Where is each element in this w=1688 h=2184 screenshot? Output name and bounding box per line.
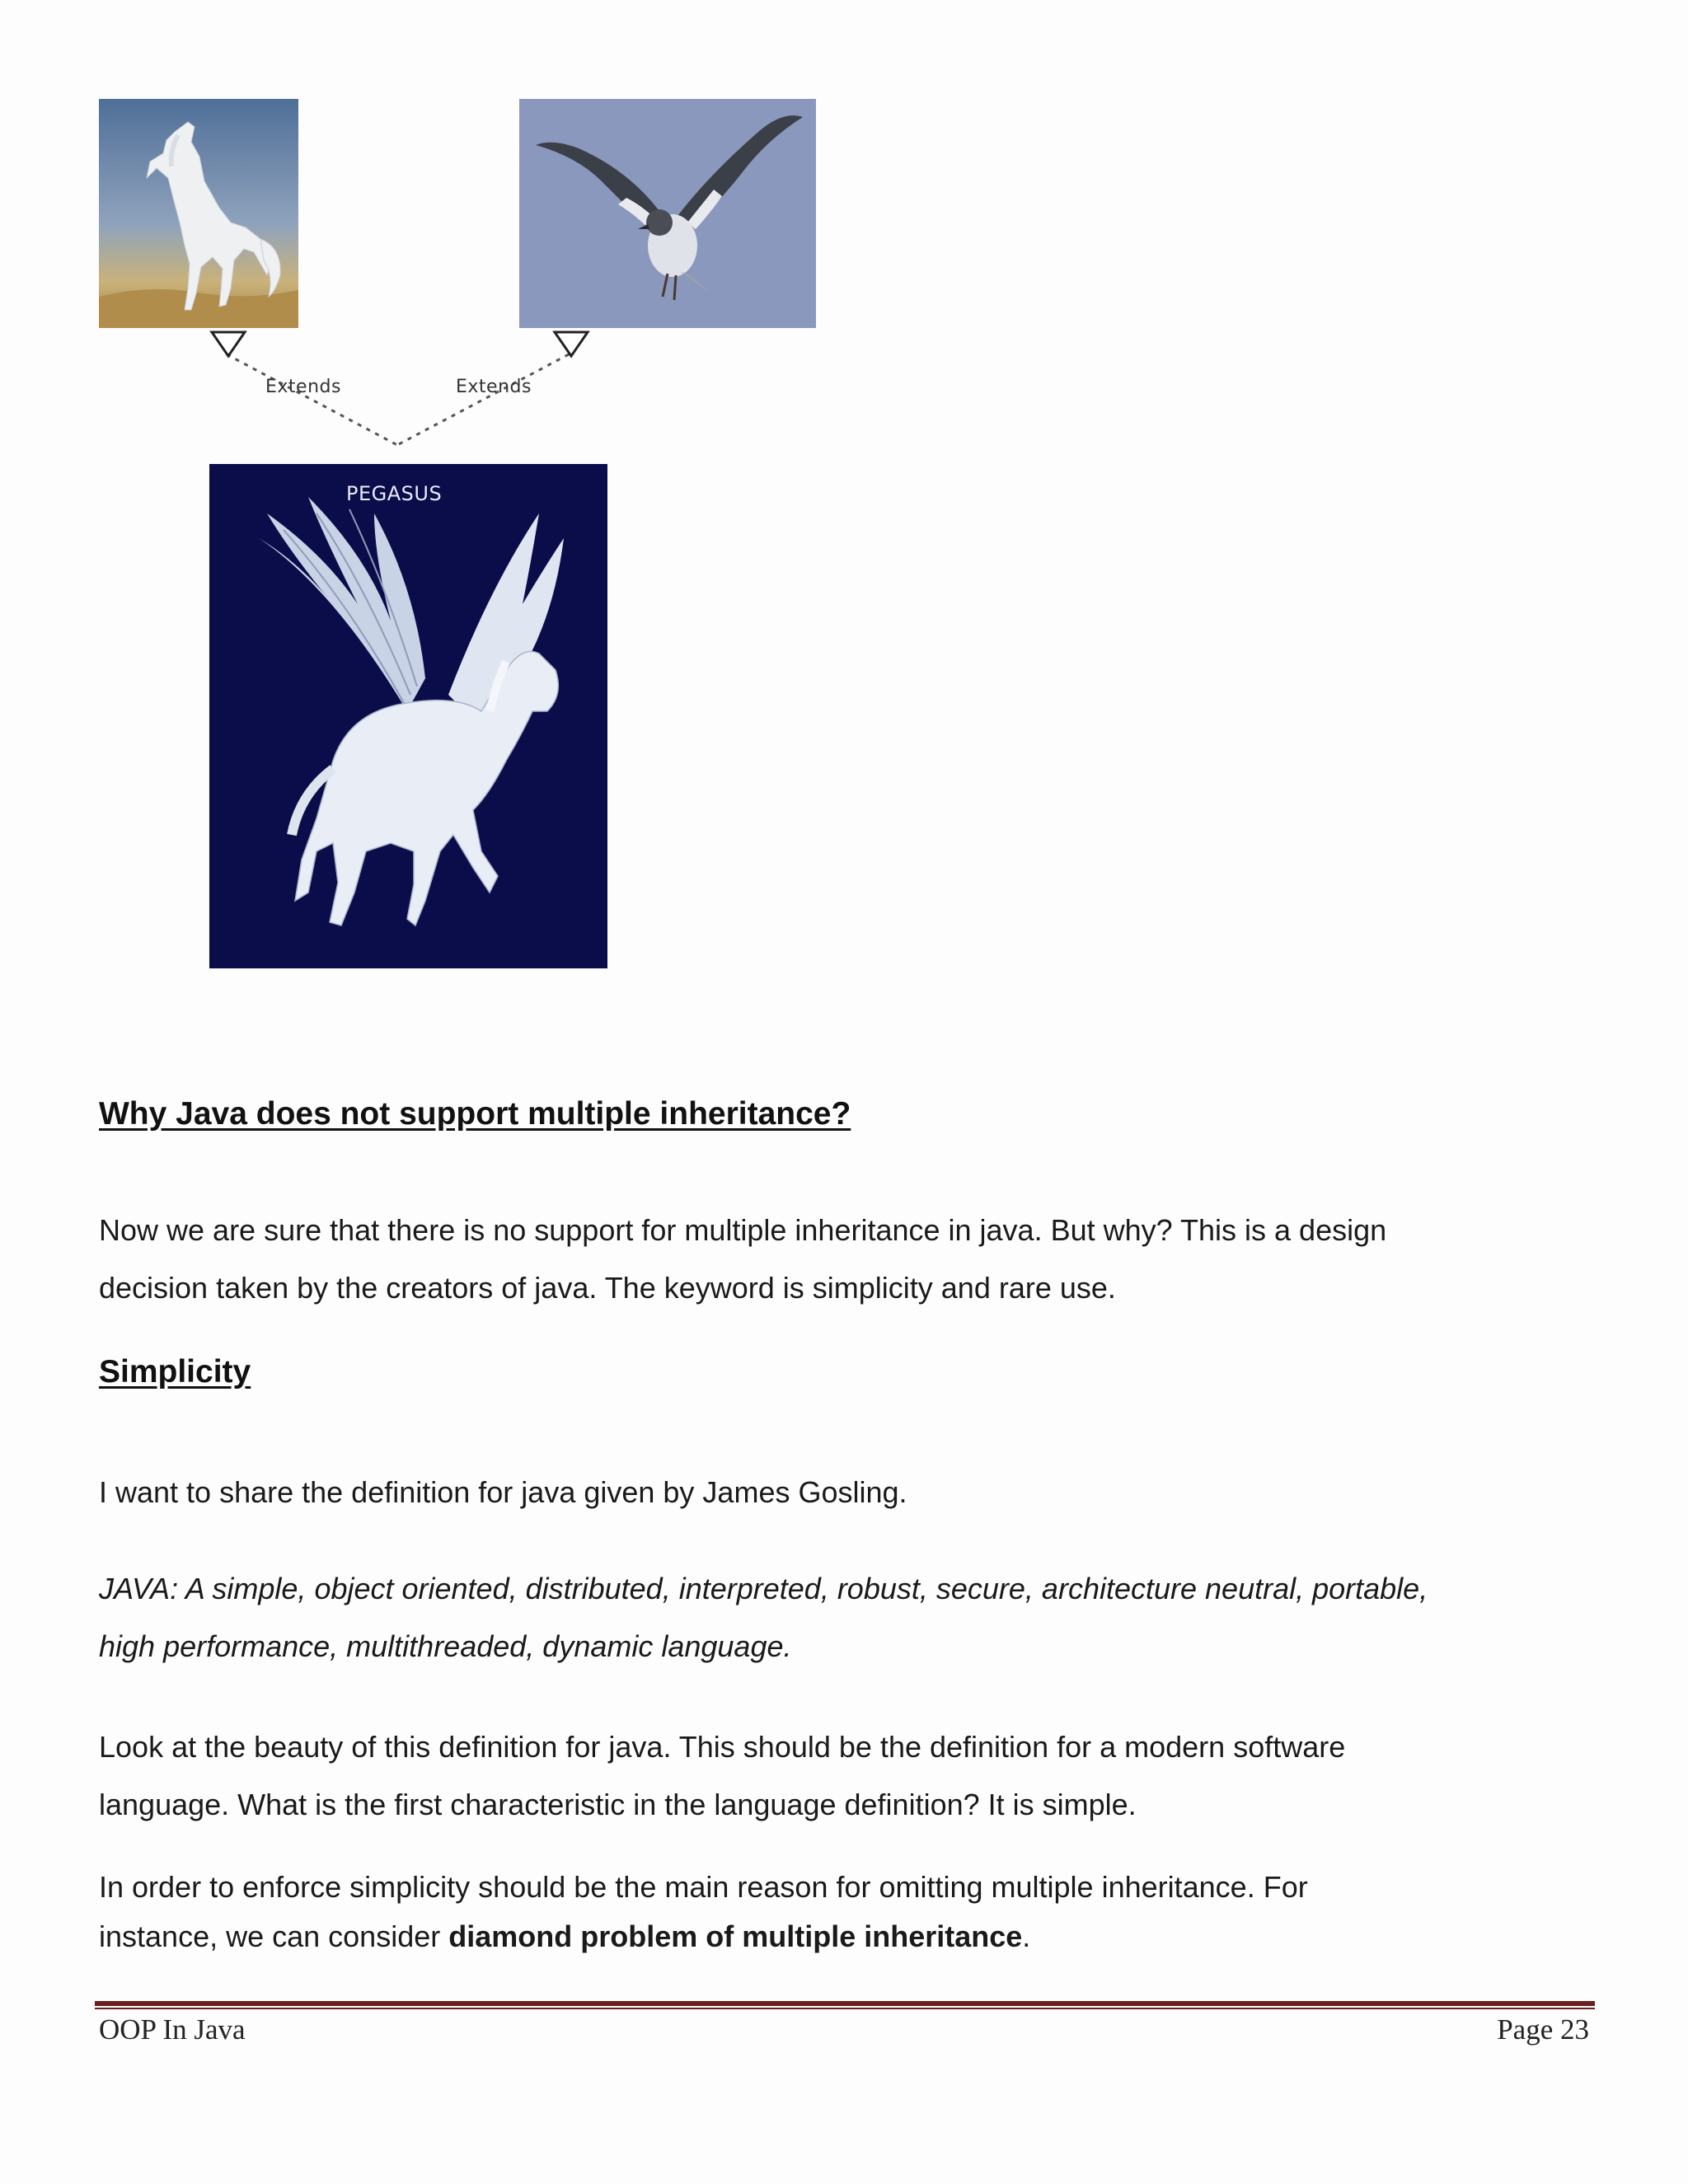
footer-page-number: Page 23 [1497, 2013, 1589, 2046]
beauty-line-1: Look at the beauty of this definition for java. This should be the definition for a modern software [99, 1730, 1346, 1764]
footer-rule-thick [95, 2001, 1595, 2006]
inheritance-figure [0, 0, 907, 989]
extends-label-left: Extends [265, 377, 341, 397]
pegasus-label: PEGASUS [346, 482, 443, 505]
order-line-1: In order to enforce simplicity should be the main reason for omitting multiple inheritance. For [99, 1870, 1308, 1904]
diamond-problem-emphasis: diamond problem of multiple inheritance [448, 1919, 1023, 1953]
order-line-2-suffix: . [1022, 1919, 1031, 1953]
footer-rule [95, 2001, 1595, 2009]
intro-paragraph [99, 1202, 1607, 1317]
footer-document-title: OOP In Java [99, 2013, 246, 2046]
intro-line-2: decision taken by the creators of java. The keyword is simplicity and rare use. [99, 1271, 1116, 1305]
simplicity-heading: Simplicity [99, 1354, 251, 1390]
extends-label-right: Extends [456, 377, 532, 397]
share-paragraph: I want to share the definition for java given by James Gosling. [99, 1475, 907, 1509]
bird-image [519, 99, 816, 328]
beauty-paragraph [99, 1718, 1607, 1834]
order-paragraph [99, 1863, 1607, 1961]
beauty-line-2: language. What is the first characteristic in the language definition? It is simple. [99, 1788, 1137, 1821]
horse-image [99, 99, 298, 328]
why-heading: Why Java does not support multiple inheritance? [99, 1096, 851, 1132]
footer-rule-thin [95, 2008, 1595, 2009]
pegasus-image [209, 464, 607, 968]
definition-line-2: high performance, multithreaded, dynamic language. [99, 1629, 792, 1663]
java-definition-paragraph [99, 1560, 1607, 1675]
definition-line-1: JAVA: A simple, object oriented, distributed, interpreted, robust, secure, architecture neutral, portable, [99, 1572, 1428, 1605]
order-line-2-prefix: instance, we can consider [99, 1919, 449, 1953]
intro-line-1: Now we are sure that there is no support for multiple inheritance in java. But why? This is a design [99, 1213, 1387, 1247]
